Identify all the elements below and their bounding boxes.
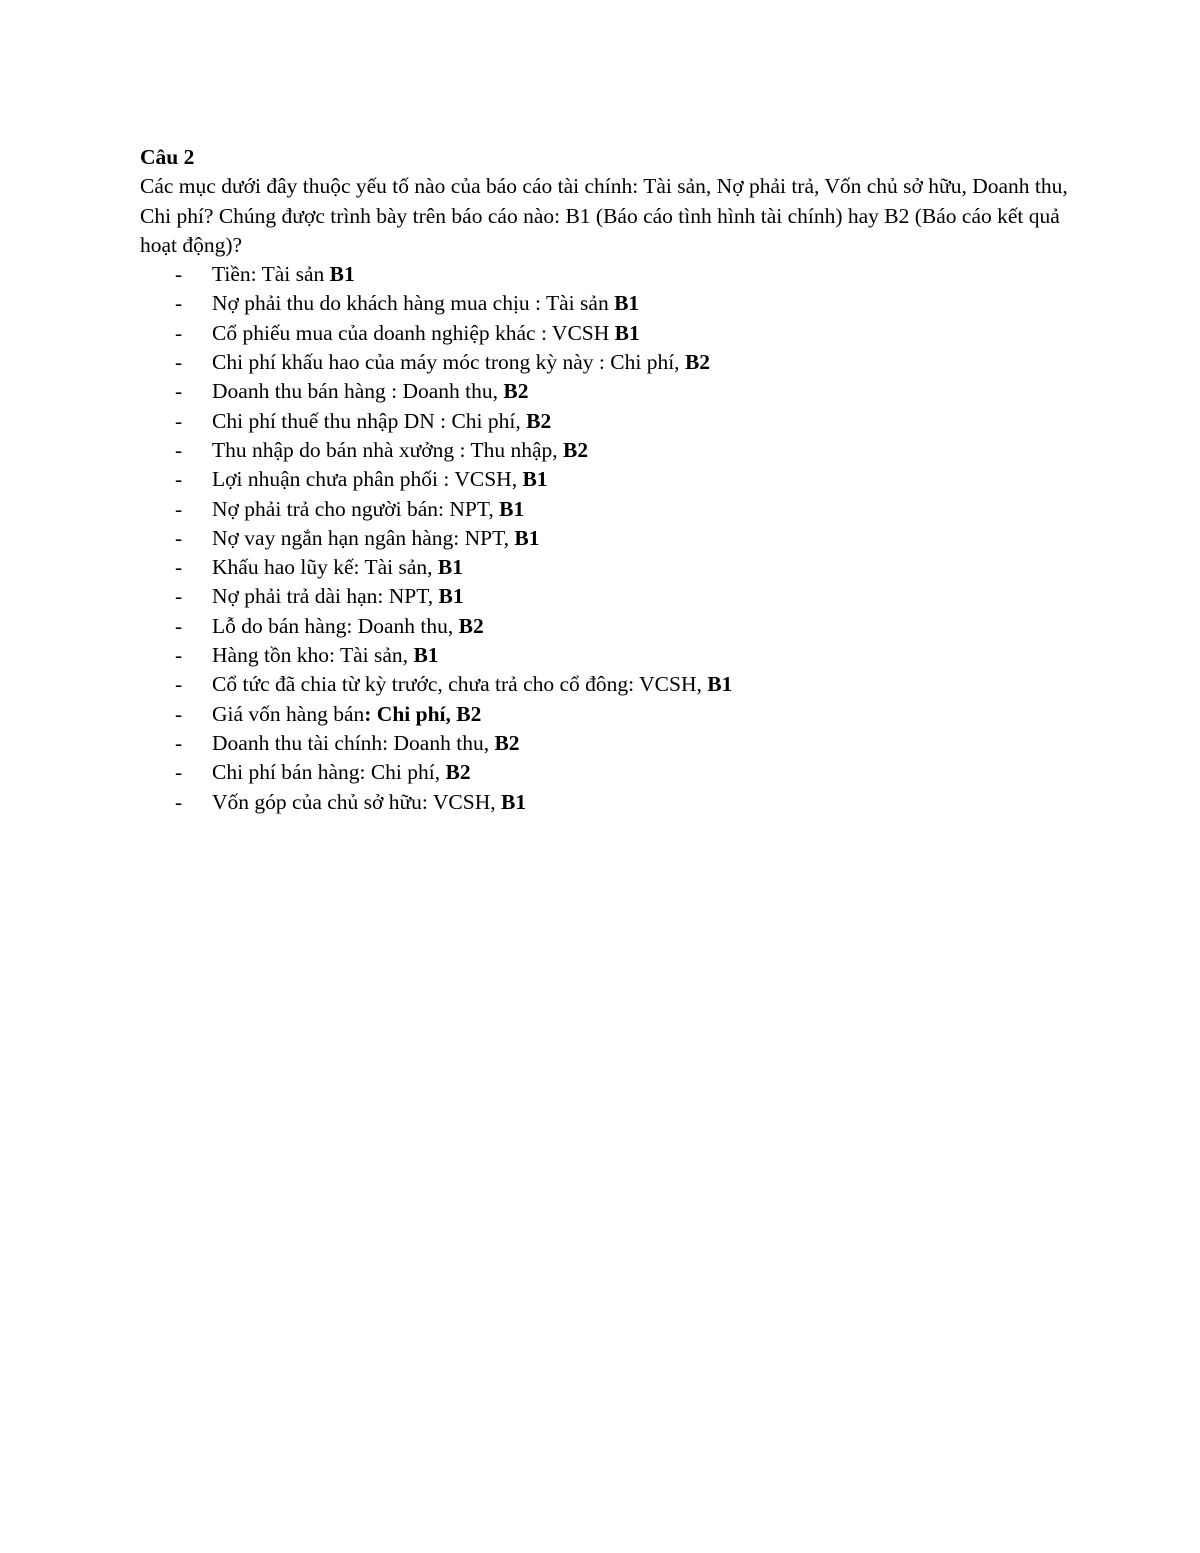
item-text: Lỗ do bán hàng: Doanh thu, <box>212 613 459 638</box>
item-answer: B1 <box>707 672 733 697</box>
item-answer: B1 <box>614 320 640 345</box>
item-answer: B1 <box>413 643 439 668</box>
list-bullet: - <box>175 437 183 462</box>
item-answer: B2 <box>526 408 552 433</box>
item-text: Tiền: Tài sản <box>212 262 330 287</box>
item-text: Chi phí bán hàng: Chi phí, <box>212 760 446 785</box>
item-text: Chi phí khấu hao của máy móc trong kỳ này : Chi phí, <box>212 350 685 375</box>
list-item <box>140 641 1080 670</box>
item-answer: B2 <box>503 379 529 404</box>
list-bullet: - <box>175 760 183 785</box>
item-text: Lợi nhuận chưa phân phối : VCSH, <box>212 467 523 492</box>
item-text: Doanh thu bán hàng : Doanh thu, <box>212 379 504 404</box>
list-bullet: - <box>175 701 183 726</box>
list-item <box>140 700 1080 729</box>
item-text: Cổ tức đã chia từ kỳ trước, chưa trả cho cổ đông: VCSH, <box>212 672 708 697</box>
list-item <box>140 260 1080 289</box>
list-item <box>140 407 1080 436</box>
list-bullet: - <box>175 613 183 638</box>
item-answer: B2 <box>684 350 711 375</box>
item-answer: : Chi phí, B2 <box>364 701 482 726</box>
list-bullet: - <box>175 320 183 345</box>
list-item <box>140 319 1080 348</box>
list-item <box>140 758 1080 787</box>
list-bullet: - <box>175 643 183 668</box>
list-bullet: - <box>175 408 183 433</box>
item-answer: B1 <box>437 555 463 580</box>
list-item <box>140 436 1080 465</box>
list-item <box>140 582 1080 611</box>
list-bullet: - <box>175 730 183 755</box>
item-text: Thu nhập do bán nhà xưởng : Thu nhập, <box>212 437 564 462</box>
list-item <box>140 524 1080 553</box>
item-answer: B2 <box>494 730 520 755</box>
list-bullet: - <box>175 672 183 697</box>
item-answer: B1 <box>514 525 540 550</box>
item-text: Nợ phải trả cho người bán: NPT, <box>212 496 500 521</box>
item-text: Khấu hao lũy kế: Tài sản, <box>212 555 438 580</box>
list-item <box>140 465 1080 494</box>
item-answer: B1 <box>614 291 640 316</box>
item-text: Chi phí thuế thu nhập DN : Chi phí, <box>212 408 527 433</box>
list-item <box>140 495 1080 524</box>
list-bullet: - <box>175 262 183 287</box>
list-bullet: - <box>175 555 183 580</box>
list-bullet: - <box>175 467 183 492</box>
item-answer: B1 <box>499 496 525 521</box>
list-bullet: - <box>175 525 183 550</box>
item-text: Nợ phải trả dài hạn: NPT, <box>212 584 439 609</box>
item-answer: B2 <box>563 437 589 462</box>
item-answer: B1 <box>329 262 355 287</box>
list-bullet: - <box>175 496 183 521</box>
item-answer: B1 <box>500 789 527 814</box>
document-content <box>140 143 1080 817</box>
item-text: Cổ phiếu mua của doanh nghiệp khác : VCSH <box>212 320 615 345</box>
list-bullet: - <box>175 350 183 375</box>
item-text: Vốn góp của chủ sở hữu: VCSH, <box>212 789 501 814</box>
item-text: Nợ vay ngắn hạn ngân hàng: NPT, <box>212 525 515 550</box>
list-bullet: - <box>175 379 183 404</box>
question-text: Các mục dưới đây thuộc yếu tố nào của báo cáo tài chính: Tài sản, Nợ phải trả, Vốn chủ sở hữu, Doanh thu, Chi phí? Chúng được trình bày trên báo cáo nào: B1 (Báo cáo tình hình tài chính) hay B2 (Báo cáo kết quả hoạt động)? <box>140 174 1068 257</box>
list-item <box>140 670 1080 699</box>
list-item <box>140 289 1080 318</box>
item-answer: B1 <box>522 467 548 492</box>
list-bullet: - <box>175 291 183 316</box>
item-text: Doanh thu tài chính: Doanh thu, <box>212 730 495 755</box>
list-item <box>140 788 1080 817</box>
question-heading: Câu 2 <box>140 145 195 169</box>
item-text: Hàng tồn kho: Tài sản, <box>212 643 414 668</box>
list-item <box>140 553 1080 582</box>
item-text: Giá vốn hàng bán <box>212 701 365 726</box>
item-answer: B2 <box>458 613 484 638</box>
answer-list <box>140 260 1080 817</box>
list-bullet: - <box>175 789 183 814</box>
list-bullet: - <box>175 584 183 609</box>
item-answer: B1 <box>438 584 464 609</box>
list-item <box>140 377 1080 406</box>
item-text: Nợ phải thu do khách hàng mua chịu : Tài sản <box>212 291 615 316</box>
list-item <box>140 612 1080 641</box>
list-item <box>140 729 1080 758</box>
item-answer: B2 <box>445 760 471 785</box>
list-item <box>140 348 1080 377</box>
